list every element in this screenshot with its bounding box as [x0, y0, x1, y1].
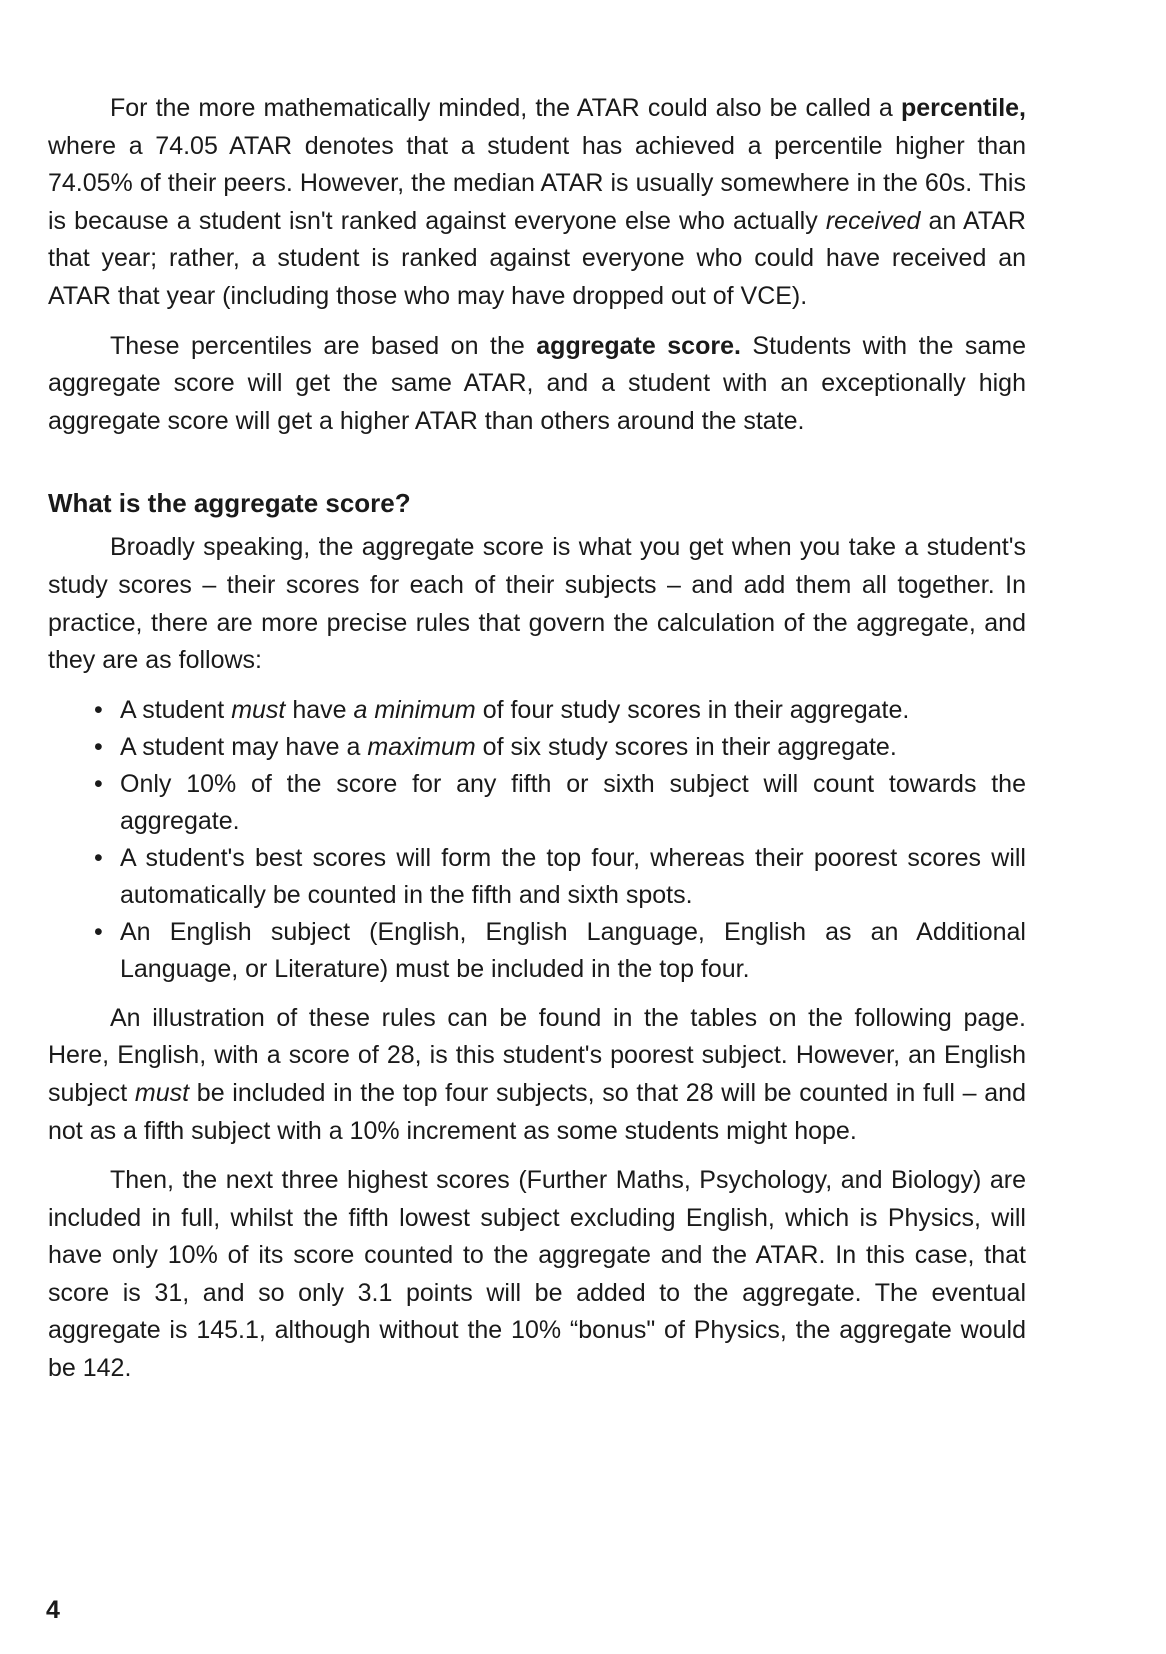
list-item — [94, 692, 1026, 729]
emphasis-maximum: maximum — [367, 732, 476, 761]
text-run: where a 74.05 ATAR denotes that a student has achieved a percentile higher than 74.05% of their peers. However, the median ATAR is usually somewhere in the 60s. This is because a student isn't ranked against everyone else who actually — [48, 131, 1026, 235]
emphasis-received: received — [825, 206, 921, 235]
term-percentile: percentile, — [900, 94, 1026, 122]
emphasis-minimum: a minimum — [353, 695, 476, 724]
text-run: For the more mathematically minded, the ATAR could also be called a — [110, 94, 901, 122]
list-item — [94, 729, 1026, 766]
text-run: have — [285, 695, 354, 724]
paragraph-percentiles-based — [48, 328, 1026, 441]
text-run: An illustration of these rules can be found in the tables on the following page. Here, English, with a score of 28, is this student's poorest subject. However, an English subject — [48, 1003, 1026, 1107]
text-run: These percentiles are based on the — [110, 331, 537, 360]
emphasis-must: must — [231, 695, 286, 724]
list-item: • A student's best scores will form the top four, whereas their poorest scores will automatically be counted in the fifth and sixth spots. — [94, 840, 1026, 914]
text-run: of four study scores in their aggregate. — [475, 695, 910, 724]
paragraph-percentile — [48, 90, 1026, 316]
paragraph-broadly-speaking: Broadly speaking, the aggregate score is what you get when you take a student's study scores – their scores for each of their subjects – and add them all together. In practice, there are more precise rules that govern the calculation of the aggregate, and they are as follows: — [48, 533, 1026, 675]
text-run: of six study scores in their aggregate. — [475, 732, 897, 761]
section-heading: What is the aggregate score? — [48, 488, 411, 519]
text-run: an ATAR that year; rather, a student is ranked against everyone who could have received an ATAR that year (including those who may have dropped out of VCE). — [48, 206, 1026, 310]
text-run: Students with the same aggregate score will get the same ATAR, and a student with an exceptionally high aggregate score will get a higher ATAR than others around the state. — [48, 331, 1026, 435]
text-run: A student may have a — [120, 732, 368, 761]
rules-list — [48, 692, 1026, 988]
term-aggregate-score: aggregate score. — [536, 331, 741, 360]
text-run: be included in the top four subjects, so that 28 will be counted in full – and not as a fifth subject with a 10% increment as some students might hope. — [48, 1078, 1026, 1145]
paragraph-next-three: Then, the next three highest scores (Further Maths, Psychology, and Biology) are included in full, whilst the fifth lowest subject excluding English, which is Physics, will have only 10% of its score counted to the aggregate and the ATAR. In this case, that score is 31, and so only 3.1 points will be added to the aggregate. The eventual aggregate is 145.1, although without the 10% “bonus" of Physics, the aggregate would be 142. — [48, 1166, 1026, 1383]
emphasis-must: must — [134, 1078, 190, 1107]
list-item: • An English subject (English, English Language, English as an Additional Language, or Literature) must be included in the top four. — [94, 914, 1026, 988]
paragraph-illustration — [48, 1000, 1026, 1150]
page-number: 4 — [46, 1596, 60, 1624]
page-content — [48, 90, 1026, 1388]
list-item: • Only 10% of the score for any fifth or sixth subject will count towards the aggregate. — [94, 766, 1026, 840]
text-run: A student — [120, 695, 232, 724]
